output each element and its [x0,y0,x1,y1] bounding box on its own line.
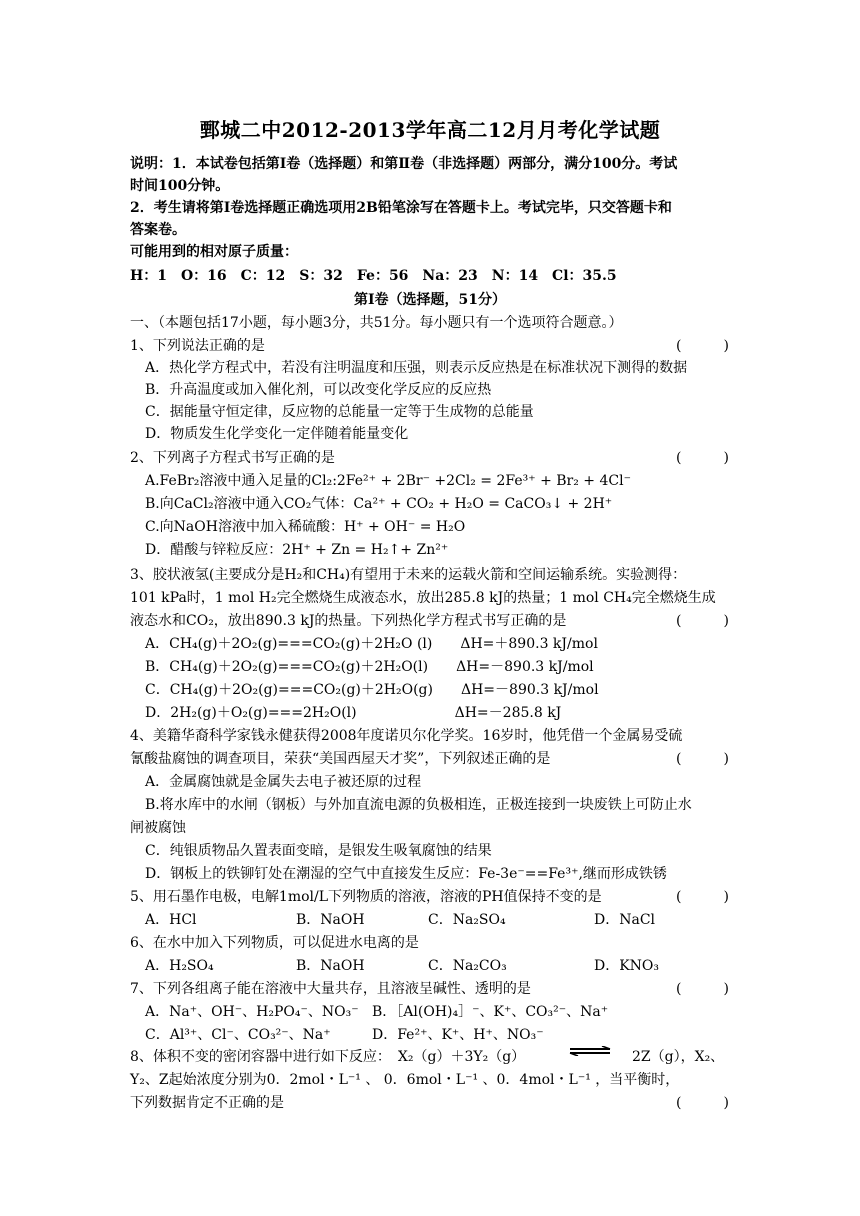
option: B．升高温度或加入催化剂，可以改变化学反应的反应热 [145,382,492,398]
option: C．Na₂CO₃ [428,958,507,974]
option: A．H₂SO₄ [145,958,214,974]
option: D．物质发生化学变化一定伴随着能量变化 [145,426,409,442]
atomic-mass-line: H：1 O：16 C：12 S：32 Fe：56 Na：23 N：14 Cl：35.5 [130,268,617,284]
option: C．据能量守恒定律，反应物的总能量一定等于生成物的总能量 [145,404,534,420]
question-stem: 下列数据肯定不正确的是 [130,1095,284,1111]
answer-parens: ( ) [676,613,729,629]
question-stem: 4、美籍华裔科学家钱永健获得2008年度诺贝尔化学奖。16岁时，他凭借一个金属易受硫 [130,728,683,744]
option: B.将水库中的水闸（钢板）与外加直流电源的负极相连，正极连接到一块废铁上可防止水 [145,797,692,813]
question-stem: 液态水和CO₂，放出890.3 kJ的热量。下列热化学方程式书写正确的是 [130,613,567,629]
question-stem: 6、在水中加入下列物质，可以促进水电离的是 [130,935,419,951]
note-line: 2．考生请将第Ⅰ卷选择题正确选项用2B铅笔涂写在答题卡上。考试完毕，只交答题卡和 [130,200,672,216]
equilibrium-arrow-icon [568,1046,612,1056]
option: B．CH₄(g)＋2O₂(g)===CO₂(g)＋2H₂O(l) ΔH=－890.3 kJ/mol [145,659,594,675]
option: A．Na⁺、OH⁻、H₂PO₄⁻、NO₃⁻ [145,1004,359,1020]
question-stem: 101 kPa时，1 mol H₂完全燃烧生成液态水，放出285.8 kJ的热量；1 mol CH₄完全燃烧生成 [130,590,716,606]
option: D．KNO₃ [594,958,660,974]
answer-parens: ( ) [676,450,729,466]
question-stem: 7、下列各组离子能在溶液中大量共存，且溶液呈碱性、透明的是 [130,981,531,997]
answer-parens: ( ) [676,981,729,997]
option: A．金属腐蚀就是金属失去电子被还原的过程 [145,774,422,790]
option: A．HCl [145,912,197,928]
option: C．CH₄(g)＋2O₂(g)===CO₂(g)＋2H₂O(g) ΔH=－890.3 kJ/mol [145,682,599,698]
question-stem: 5、用石墨作电极，电解1mol/L下列物质的溶液，溶液的PH值保持不变的是 [130,889,602,905]
question-stem: 1、下列说法正确的是 [130,338,265,354]
answer-parens: ( ) [676,1095,729,1111]
option: B．［Al(OH)₄］⁻、K⁺、CO₃²⁻、Na⁺ [372,1004,609,1020]
option: B．NaOH [296,912,365,928]
option: C．Al³⁺、Cl⁻、CO₃²⁻、Na⁺ [145,1027,331,1043]
option: B.向CaCl₂溶液中通入CO₂气体：Ca²⁺ + CO₂ + H₂O = CaCO₃↓ + 2H⁺ [145,496,613,512]
option: D．Fe²⁺、K⁺、H⁺、NO₃⁻ [372,1027,544,1043]
note-line: 可能用到的相对原子质量： [130,244,298,260]
question-stem: 3、胶状液氢(主要成分是H₂和CH₄)有望用于未来的运载火箭和空间运输系统。实验测得： [130,567,687,583]
option: A．CH₄(g)＋2O₂(g)===CO₂(g)＋2H₂O (l) ΔH=＋890.3 kJ/mol [145,636,598,652]
option: D．醋酸与锌粒反应：2H⁺ + Zn = H₂↑+ Zn²⁺ [145,542,449,558]
note-line: 答案卷。 [130,222,186,238]
option: A．热化学方程式中，若没有注明温度和压强，则表示反应热是在标准状况下测得的数据 [145,360,688,376]
answer-parens: ( ) [676,338,729,354]
note-line: 说明：1．本试卷包括第Ⅰ卷（选择题）和第Ⅱ卷（非选择题）两部分，满分100分。考试 [130,156,678,172]
option: C．Na₂SO₄ [428,912,506,928]
option: B．NaOH [296,958,365,974]
option: C．纯银质物品久置表面变暗，是银发生吸氧腐蚀的结果 [145,843,492,859]
question-stem: 2Z（g），X₂、 [632,1049,725,1065]
question-stem: 8、体积不变的密闭容器中进行如下反应： X₂（g）＋3Y₂（g） [130,1049,526,1065]
section-title: 第Ⅰ卷（选择题，51分） [353,292,507,308]
answer-parens: ( ) [676,889,729,905]
answer-parens: ( ) [676,751,729,767]
question-stem: 2、下列离子方程式书写正确的是 [130,450,335,466]
option: A.FeBr₂溶液中通入足量的Cl₂:2Fe²⁺ + 2Br⁻ +2Cl₂ = 2Fe³⁺ + Br₂ + 4Cl⁻ [145,473,631,489]
section-intro: 一、（本题包括17小题，每小题3分，共51分。每小题只有一个选项符合题意。） [130,315,623,331]
option: D．2H₂(g)＋O₂(g)===2H₂O(l) ΔH=－285.8 kJ [145,705,562,721]
option: C.向NaOH溶液中加入稀硫酸：H⁺ + OH⁻ = H₂O [145,519,466,535]
question-stem: Y₂、Z起始浓度分别为0．2mol・L⁻¹ 、 0．6mol・L⁻¹ 、0．4mol・L⁻¹ ，当平衡时， [130,1072,680,1088]
note-line: 时间100分钟。 [130,178,230,194]
option: D．钢板上的铁铆钉处在潮湿的空气中直接发生反应：Fe-3e⁻==Fe³⁺,继而形成铁锈 [145,866,667,882]
option: 闸被腐蚀 [130,820,186,836]
question-stem: 氰酸盐腐蚀的调查项目，荣获“美国西屋天才奖”，下列叙述正确的是 [130,751,551,767]
option: D．NaCl [594,912,656,928]
page-title: 鄄城二中2012-2013学年高二12月月考化学试题 [199,118,661,142]
